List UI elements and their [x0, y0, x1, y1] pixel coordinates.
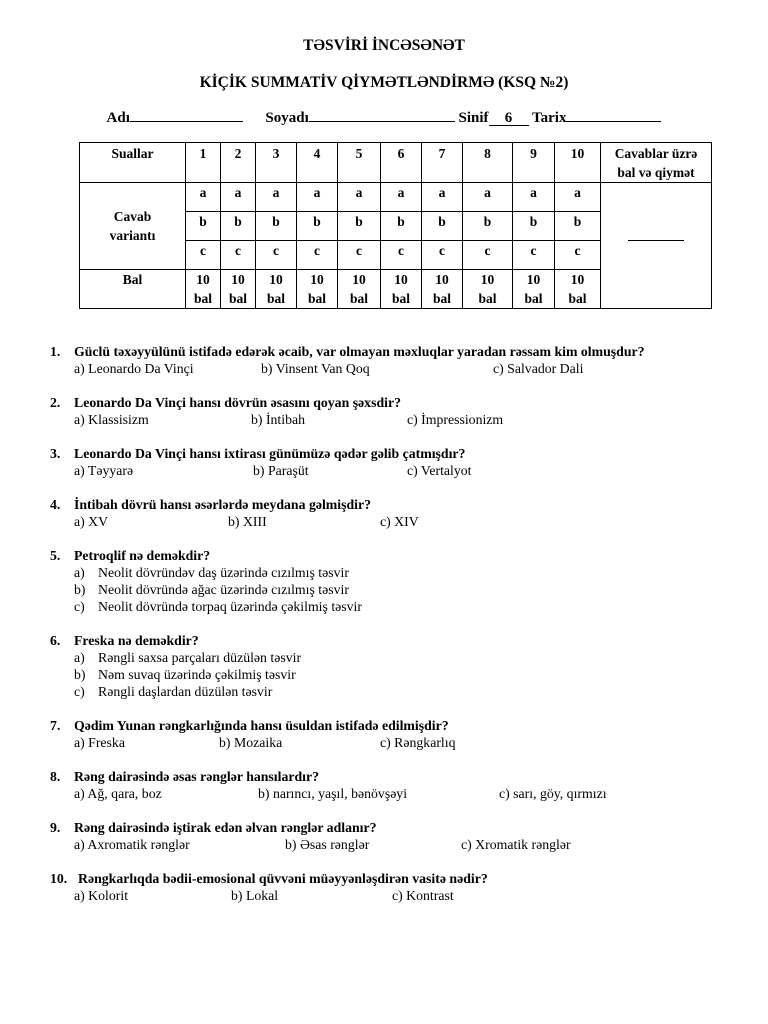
question-statement: Qədim Yunan rəngkarlığında hansı üsuldan istifadə edilmişdir?	[74, 718, 449, 733]
answer-option[interactable]: c) sarı, göy, qırmızı	[499, 786, 607, 801]
question-statement: Güclü təxəyyülünü istifadə edərək əcaib, var olmayan məxluqlar yaradan rəssam kim olmuşdur?	[74, 344, 645, 359]
answer-option[interactable]: b) İntibah	[251, 412, 306, 427]
answer-option-cell[interactable]: b	[186, 212, 221, 241]
question-number-header: 1	[186, 143, 221, 183]
question-number: 4.	[50, 497, 61, 512]
question-number: 3.	[50, 446, 61, 461]
total-score-cell[interactable]	[601, 183, 712, 309]
answer-option[interactable]: c) Kontrast	[392, 888, 454, 903]
answer-options	[50, 462, 750, 479]
answer-option-cell[interactable]: c	[513, 241, 555, 270]
answer-option-cell[interactable]: a	[338, 183, 381, 212]
surname-label: Soyadı	[265, 110, 309, 126]
question-statement: Rəng dairəsində iştirak edən əlvan rənglər adlanır?	[74, 820, 377, 835]
answer-option-cell[interactable]: c	[463, 241, 513, 270]
question-item	[50, 394, 750, 428]
question-item	[50, 445, 750, 479]
answer-option-cell[interactable]: c	[381, 241, 422, 270]
score-value-cell: 10 bal	[221, 270, 256, 309]
answer-options	[50, 513, 750, 530]
answer-option[interactable]: c) İmpressionizm	[407, 412, 504, 427]
answer-option-cell[interactable]: a	[513, 183, 555, 212]
date-label: Tarix	[532, 110, 567, 126]
answer-options	[50, 785, 750, 802]
answer-option-cell[interactable]: a	[221, 183, 256, 212]
answer-option-cell[interactable]: c	[338, 241, 381, 270]
question-statement: Freska nə deməkdir?	[74, 633, 199, 648]
answer-option-letter: c)	[74, 684, 85, 699]
question-item	[50, 547, 750, 615]
student-info-line	[0, 108, 768, 127]
answer-option[interactable]: a) Ağ, qara, boz	[74, 786, 162, 801]
answer-option[interactable]: b) Lokal	[231, 888, 279, 903]
name-label: Adı	[106, 110, 130, 126]
question-statement: Petroqlif nə deməkdir?	[74, 548, 211, 563]
answer-option[interactable]: c) Rəngkarlıq	[380, 735, 456, 750]
answer-option-text: Neolit dövründə torpaq üzərində çəkilmiş təsvir	[98, 599, 362, 614]
question-statement: Rəngkarlıqda bədii-emosional qüvvəni müəyyənləşdirən vasitə nədir?	[78, 871, 488, 886]
question-number: 7.	[50, 718, 61, 733]
question-item	[50, 870, 750, 904]
page-subtitle: KİÇİK SUMMATİV QİYMƏTLƏNDİRMƏ (KSQ №2)	[199, 74, 569, 91]
answer-options	[50, 836, 750, 853]
answer-option-cell[interactable]: c	[256, 241, 297, 270]
answer-option-cell[interactable]: b	[221, 212, 256, 241]
question-number-header: 8	[463, 143, 513, 183]
answer-option-text: Neolit dövründə ağac üzərində cızılmış təsvir	[98, 582, 349, 597]
answer-option[interactable]	[50, 598, 750, 615]
answer-option-cell[interactable]: a	[297, 183, 338, 212]
question-text	[50, 394, 750, 411]
question-number: 9.	[50, 820, 61, 835]
question-text	[50, 870, 750, 887]
answer-option-cell[interactable]: c	[221, 241, 256, 270]
answer-option-cell[interactable]: b	[338, 212, 381, 241]
answer-option[interactable]: a) Təyyarə	[74, 463, 134, 478]
answer-option-letter: b)	[74, 667, 86, 682]
class-label: Sinif	[458, 110, 489, 126]
name-field[interactable]	[130, 108, 243, 122]
answer-option-text: Neolit dövründəv daş üzərində cızılmış təsvir	[98, 565, 349, 580]
answer-option[interactable]: a) Freska	[74, 735, 125, 750]
question-text	[50, 343, 750, 360]
question-number-header: 10	[555, 143, 601, 183]
score-value-cell: 10 bal	[338, 270, 381, 309]
question-text	[50, 819, 750, 836]
answer-option-cell[interactable]: a	[381, 183, 422, 212]
answer-option-text: Rəngli daşlardan düzülən təsvir	[98, 684, 273, 699]
question-statement: İntibah dövrü hansı əsərlərdə meydana gəlmişdir?	[74, 497, 372, 512]
answer-option-cell[interactable]: c	[555, 241, 601, 270]
answer-option-text: Rəngli saxsa parçaları düzülən təsvir	[98, 650, 302, 665]
question-list	[50, 343, 750, 921]
answer-option[interactable]: a) Axromatik rənglər	[74, 837, 190, 852]
question-item	[50, 717, 750, 751]
answer-option[interactable]: b) XIII	[228, 514, 267, 529]
answer-option[interactable]: b) Mozaika	[219, 735, 283, 750]
score-value-cell: 10 bal	[381, 270, 422, 309]
score-value-cell: 10 bal	[513, 270, 555, 309]
answer-option-cell[interactable]: a	[256, 183, 297, 212]
question-number-header: 7	[422, 143, 463, 183]
answer-option-cell[interactable]: a	[186, 183, 221, 212]
answer-option-cell[interactable]: b	[297, 212, 338, 241]
question-number-header: 9	[513, 143, 555, 183]
question-number-header: 6	[381, 143, 422, 183]
answer-option[interactable]	[50, 649, 750, 666]
score-value-cell: 10 bal	[463, 270, 513, 309]
answer-option-text: Nəm suvaq üzərində çəkilmiş təsvir	[98, 667, 296, 682]
answer-option[interactable]: c) XIV	[380, 514, 419, 529]
answer-option-cell[interactable]: b	[513, 212, 555, 241]
surname-field[interactable]	[309, 108, 455, 122]
answer-option[interactable]	[50, 564, 750, 581]
question-text	[50, 632, 750, 649]
answer-option-letter: a)	[74, 565, 85, 580]
question-text	[50, 768, 750, 785]
question-item	[50, 819, 750, 853]
answer-option[interactable]: b) Paraşüt	[253, 463, 309, 478]
answer-option-cell[interactable]: b	[422, 212, 463, 241]
page-title: TƏSVİRİ İNCƏSƏNƏT	[303, 37, 465, 54]
score-value-cell: 10 bal	[297, 270, 338, 309]
question-number-header: 4	[297, 143, 338, 183]
answer-option-cell[interactable]: a	[555, 183, 601, 212]
answer-options	[50, 411, 750, 428]
total-header: Cavablar üzrə bal və qiymət	[601, 143, 712, 183]
question-number: 6.	[50, 633, 61, 648]
score-value-cell: 10 bal	[422, 270, 463, 309]
answer-option-cell[interactable]: b	[555, 212, 601, 241]
answer-option-letter: c)	[74, 599, 85, 614]
question-number: 2.	[50, 395, 61, 410]
score-value-cell: 10 bal	[256, 270, 297, 309]
answer-option[interactable]: b) narıncı, yaşıl, bənövşəyi	[258, 786, 408, 801]
question-statement: Leonardo Da Vinçi hansı dövrün əsasını qoyan şəxsdir?	[74, 395, 401, 410]
answer-options	[50, 360, 750, 377]
answer-option[interactable]: c) Vertalyot	[407, 463, 472, 478]
answer-option[interactable]: b) Əsas rənglər	[285, 837, 370, 852]
answer-option[interactable]: a) Klassisizm	[74, 412, 149, 427]
answer-option[interactable]: a) Leonardo Da Vinçi	[74, 361, 194, 376]
question-number-header: 3	[256, 143, 297, 183]
answer-option-letter: a)	[74, 650, 85, 665]
questions-header: Suallar	[80, 143, 186, 183]
question-number-header: 5	[338, 143, 381, 183]
question-number: 5.	[50, 548, 61, 563]
score-value-cell: 10 bal	[555, 270, 601, 309]
question-item	[50, 632, 750, 700]
question-item	[50, 768, 750, 802]
answer-option-cell[interactable]: c	[422, 241, 463, 270]
class-field[interactable]: 6	[489, 111, 529, 126]
answer-options	[50, 887, 750, 904]
question-number: 1.	[50, 344, 61, 359]
answer-option[interactable]	[50, 581, 750, 598]
question-item	[50, 343, 750, 377]
question-text	[50, 547, 750, 564]
question-text	[50, 445, 750, 462]
question-text	[50, 717, 750, 734]
question-number: 8.	[50, 769, 61, 784]
answer-option[interactable]: c) Xromatik rənglər	[461, 837, 571, 852]
question-item	[50, 496, 750, 530]
answer-option-cell[interactable]: c	[186, 241, 221, 270]
date-field[interactable]	[566, 108, 661, 122]
score-label: Bal	[80, 270, 186, 309]
answer-option[interactable]: c) Salvador Dali	[493, 361, 584, 376]
answers-label: Cavab variantı	[80, 183, 186, 270]
question-number: 10.	[50, 871, 68, 886]
answer-option[interactable]: a) XV	[74, 514, 109, 529]
answer-option[interactable]	[50, 683, 750, 700]
score-table	[79, 142, 712, 309]
answer-option[interactable]: a) Kolorit	[74, 888, 129, 903]
question-statement: Leonardo Da Vinçi hansı ixtirası günümüzə qədər gəlib çatmışdır?	[74, 446, 466, 461]
answer-options	[50, 734, 750, 751]
answer-option-cell[interactable]: a	[463, 183, 513, 212]
answer-option-letter: b)	[74, 582, 86, 597]
answer-option-cell[interactable]: b	[463, 212, 513, 241]
answer-option-cell[interactable]: a	[422, 183, 463, 212]
answer-option-cell[interactable]: b	[256, 212, 297, 241]
question-number-header: 2	[221, 143, 256, 183]
question-statement: Rəng dairəsində əsas rənglər hansılardır?	[74, 769, 320, 784]
score-value-cell: 10 bal	[186, 270, 221, 309]
answer-option-cell[interactable]: b	[381, 212, 422, 241]
answer-option-cell[interactable]: c	[297, 241, 338, 270]
answer-option[interactable]	[50, 666, 750, 683]
answer-option[interactable]: b) Vinsent Van Qoq	[261, 361, 370, 376]
question-text	[50, 496, 750, 513]
